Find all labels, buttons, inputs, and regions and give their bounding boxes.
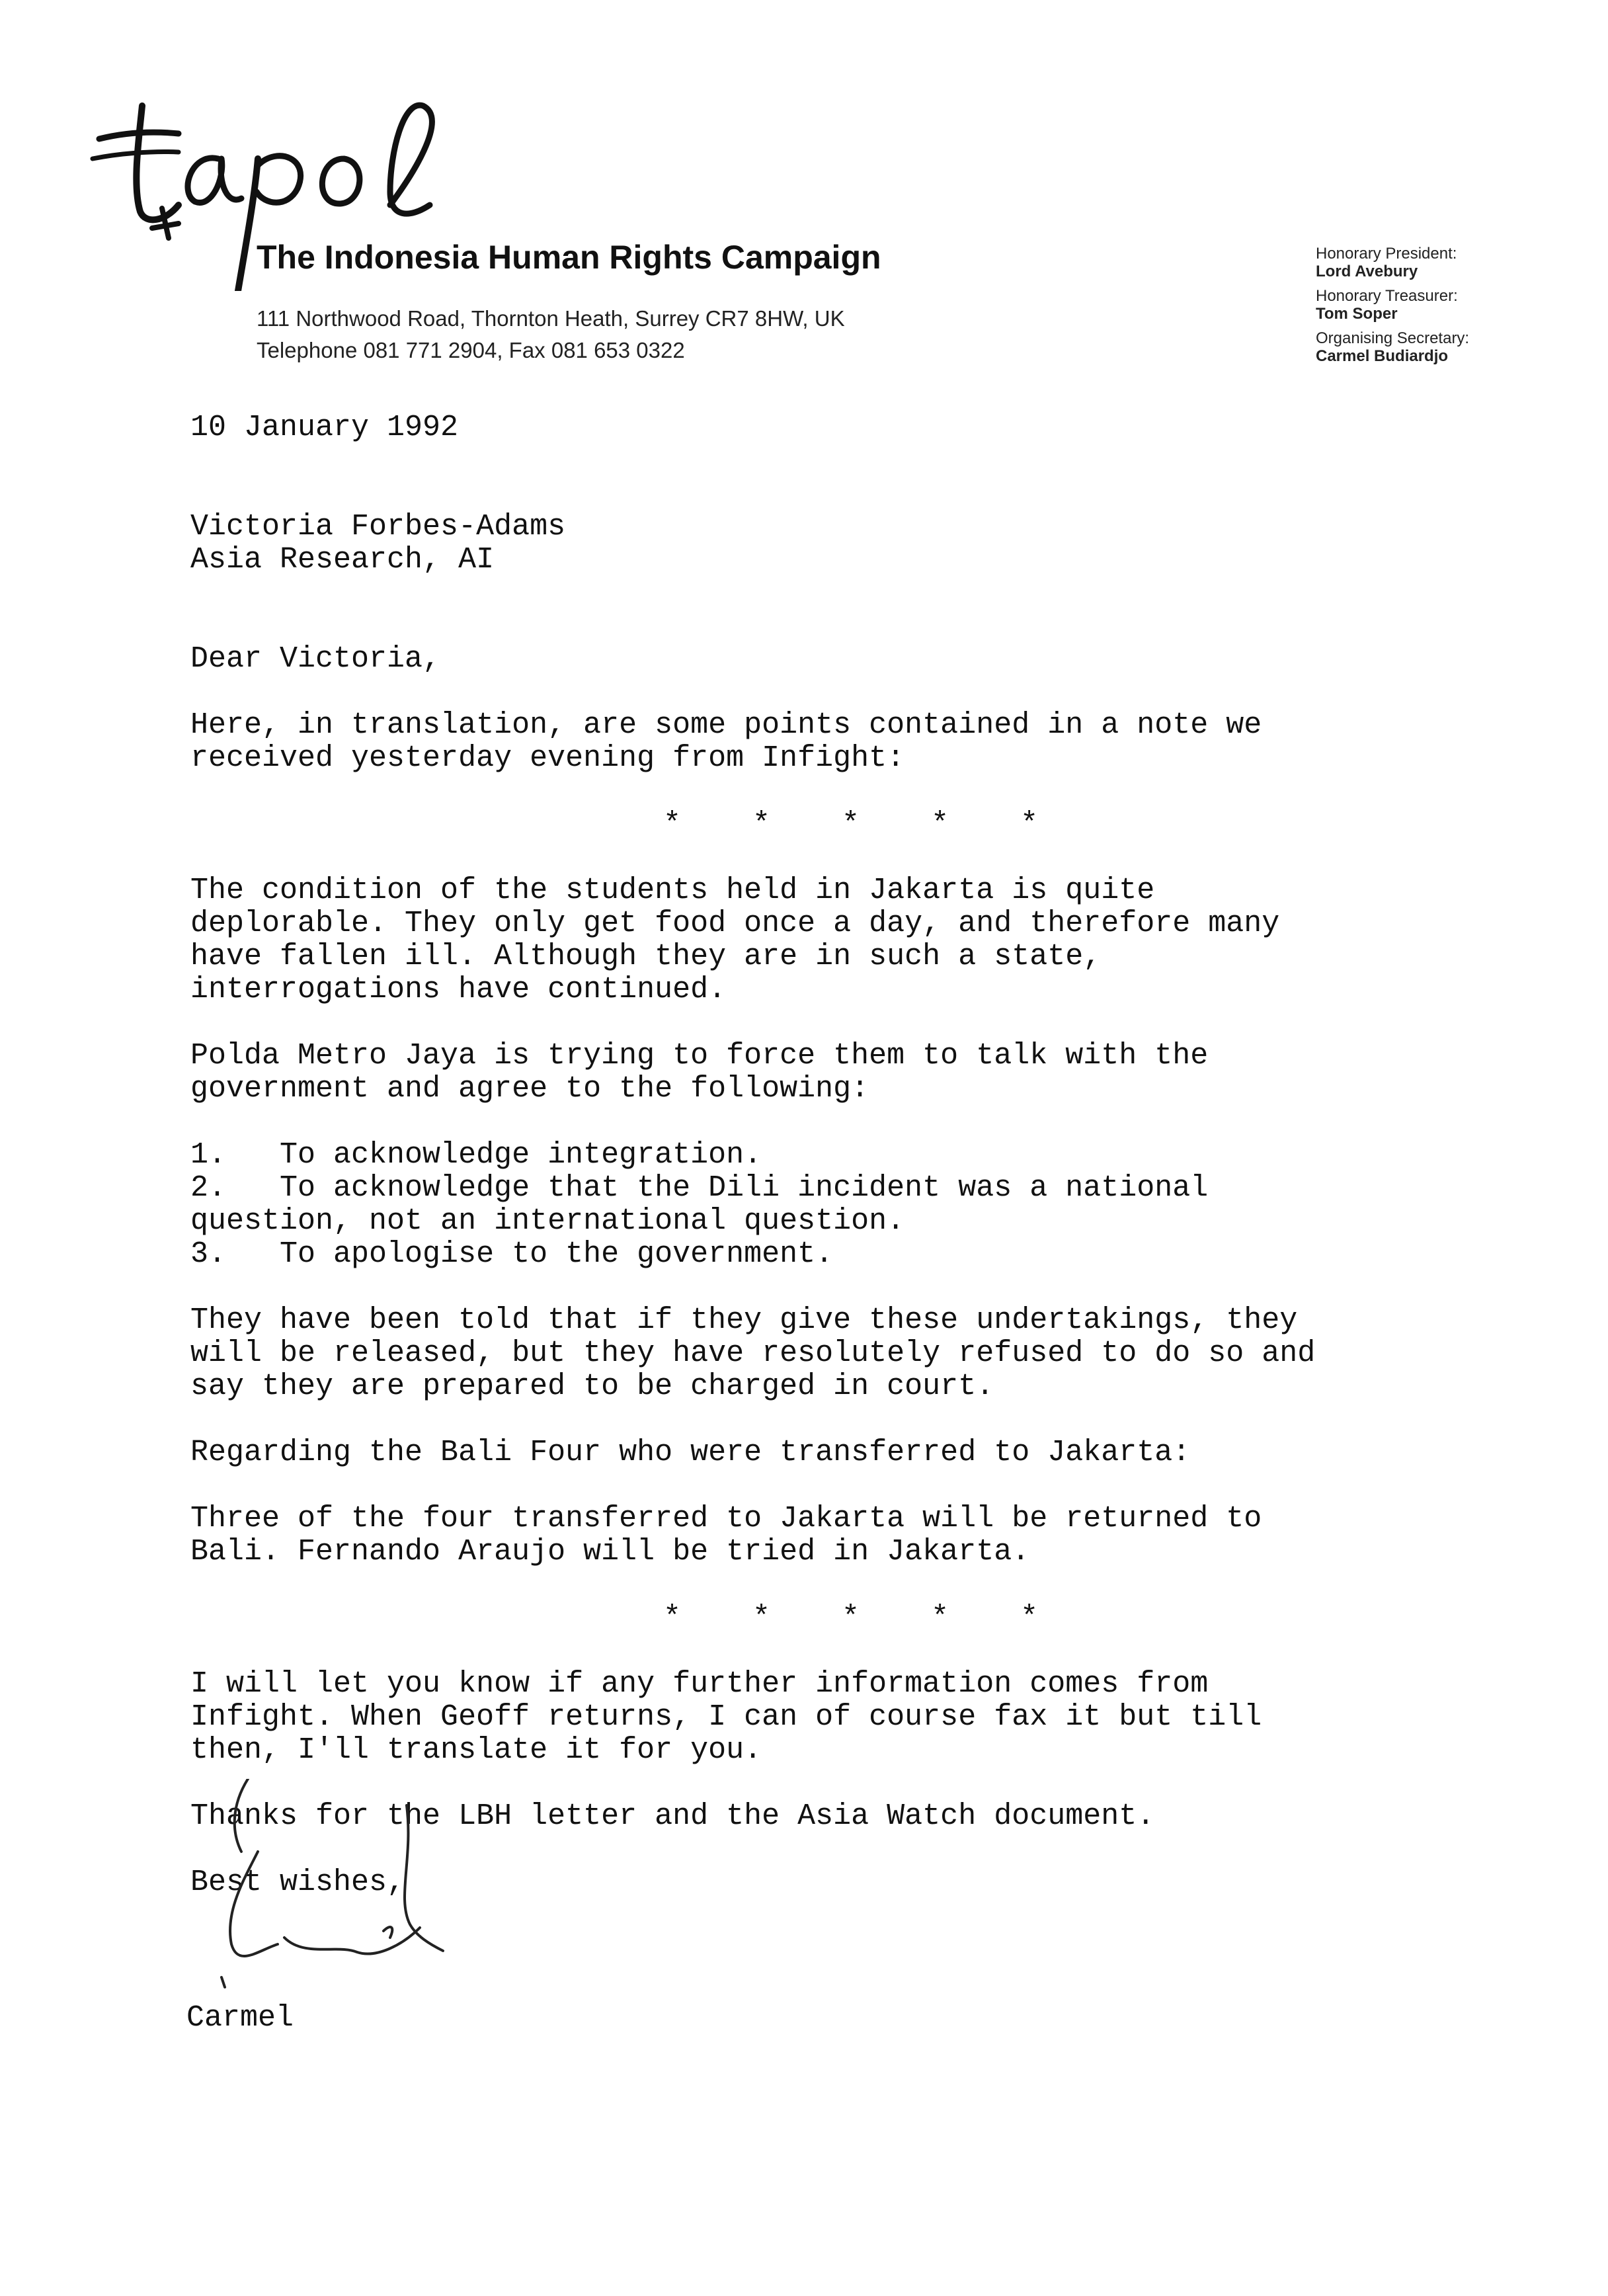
list-item: 1. To acknowledge integration. [190,1138,762,1172]
closing-line: Best wishes, [190,1866,405,1899]
address-line: 111 Northwood Road, Thornton Heath, Surrey CR7 8HW, UK [257,306,845,331]
body-line: The condition of the students held in Jakarta is quite [190,874,1155,907]
body-line: received yesterday evening from Infight: [190,741,905,775]
body-line: Here, in translation, are some points contained in a note we [190,708,1262,742]
body-line: interrogations have continued. [190,973,727,1006]
recipient-name: Victoria Forbes-Adams [190,510,566,544]
officer-name: Tom Soper [1316,305,1398,323]
officer-name: Carmel Budiardjo [1316,347,1449,365]
salutation: Dear Victoria, [190,642,441,676]
organization-name: The Indonesia Human Rights Campaign [257,239,881,276]
body-line: Three of the four transferred to Jakarta will be returned to [190,1502,1262,1536]
officer-president [1316,245,1469,280]
body-line: deplorable. They only get food once a day, and therefore many [190,907,1280,940]
body-line: Polda Metro Jaya is trying to force them to talk with the [190,1039,1209,1073]
body-line: I will let you know if any further information comes from [190,1667,1209,1701]
separator-stars: * * * * * [663,807,1039,841]
thanks-line: Thanks for the LBH letter and the Asia Watch document. [190,1799,1155,1833]
officers-list [1316,245,1469,372]
officer-role: Organising Secretary: [1316,329,1470,347]
list-item: 2. To acknowledge that the Dili incident was a national [190,1171,1209,1205]
phone-line: Telephone 081 771 2904, Fax 081 653 0322 [257,338,685,362]
letter-body [190,411,1513,1899]
body-line: say they are prepared to be charged in court. [190,1370,994,1403]
list-item: 3. To apologise to the government. [190,1237,834,1271]
signature-name: Carmel [186,2001,294,2035]
list-item: question, not an international question. [190,1204,905,1238]
handwritten-signature [185,1779,502,1997]
body-line: have fallen ill. Although they are in such a state, [190,940,1102,973]
body-line: Bali. Fernando Araujo will be tried in Jakarta. [190,1535,1030,1569]
officer-secretary [1316,329,1469,365]
body-line: then, I'll translate it for you. [190,1733,762,1767]
separator-stars: * * * * * [663,1601,1039,1635]
officer-treasurer [1316,287,1469,323]
recipient-org: Asia Research, AI [190,543,495,577]
body-line: Infight. When Geoff returns, I can of course fax it but till [190,1700,1262,1734]
body-line: Regarding the Bali Four who were transferred to Jakarta: [190,1436,1191,1469]
organization-address [257,303,845,366]
body-line: government and agree to the following: [190,1072,869,1106]
officer-role: Honorary Treasurer: [1316,287,1458,305]
letter-date: 10 January 1992 [190,411,459,444]
body-line: They have been told that if they give these undertakings, they [190,1303,1298,1337]
body-line: will be released, but they have resolutely refused to do so and [190,1336,1316,1370]
officer-role: Honorary President: [1316,245,1457,263]
officer-name: Lord Avebury [1316,263,1418,280]
